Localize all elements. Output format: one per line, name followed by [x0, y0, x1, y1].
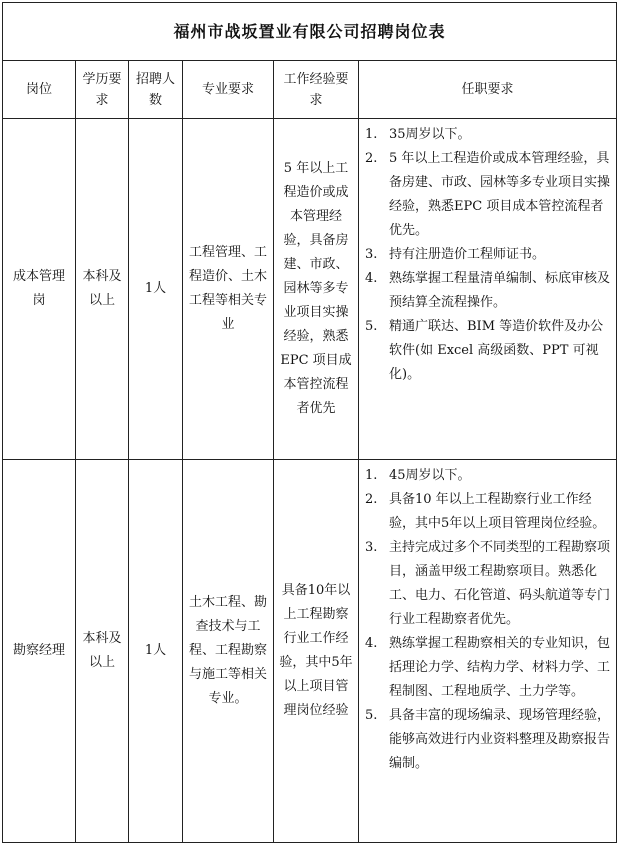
requirement-text: 35周岁以下。	[389, 127, 471, 142]
requirement-item	[363, 632, 610, 704]
header-requirements: 任职要求	[359, 61, 617, 119]
requirement-text: 具备丰富的现场编录、现场管理经验，能够高效进行内业资料整理及勘察报告编制。	[389, 708, 611, 771]
row-headcount: 1人	[129, 119, 183, 460]
header-major: 专业要求	[183, 61, 274, 119]
requirement-item	[363, 488, 610, 536]
requirement-number: 2.	[365, 151, 378, 166]
header-experience: 工作经验要求	[274, 61, 359, 119]
header-education: 学历要求	[76, 61, 129, 119]
requirement-item	[363, 147, 610, 243]
table-row	[3, 460, 617, 843]
header-position: 岗位	[3, 61, 76, 119]
requirement-number: 5.	[365, 319, 378, 334]
table-row	[3, 119, 617, 460]
requirement-number: 5.	[365, 708, 378, 723]
requirement-text: 熟练掌握工程勘察相关的专业知识，包括理论力学、结构力学、材料力学、工程制图、工程地质学、土力学等。	[389, 636, 611, 699]
row-position: 成本管理岗	[3, 119, 76, 460]
requirement-text: 精通广联达、BIM 等造价软件及办公软件(如 Excel 高级函数、PPT 可视化)。	[389, 319, 604, 382]
requirement-number: 3.	[365, 247, 378, 262]
row-headcount: 1人	[129, 460, 183, 843]
requirement-text: 具备10 年以上工程勘察行业工作经验，其中5年以上项目管理岗位经验。	[389, 492, 606, 531]
row-position: 勘察经理	[3, 460, 76, 843]
table-title: 福州市战坂置业有限公司招聘岗位表	[3, 3, 617, 61]
requirement-item	[363, 536, 610, 632]
requirement-number: 1.	[365, 127, 378, 142]
row-requirements	[359, 119, 617, 460]
requirement-item	[363, 464, 610, 488]
requirement-text: 持有注册造价工程师证书。	[389, 247, 546, 262]
row-experience: 5 年以上工程造价或成本管理经验，具备房建、市政、园林等多专业项目实操经验，熟悉EPC 项目成本管控流程者优先	[274, 119, 359, 460]
row-major: 工程管理、工程造价、土木工程等相关专业	[183, 119, 274, 460]
requirement-text: 45周岁以下。	[389, 468, 471, 483]
row-education: 本科及以上	[76, 460, 129, 843]
header-headcount: 招聘人数	[129, 61, 183, 119]
requirement-text: 5 年以上工程造价或成本管理经验，具备房建、市政、园林等多专业项目实操经验，熟悉EPC 项目成本管控流程者优先。	[389, 151, 611, 238]
requirement-number: 1.	[365, 468, 378, 483]
requirement-text: 主持完成过多个不同类型的工程勘察项目，涵盖甲级工程勘察项目。熟悉化工、电力、石化管道、码头航道等专门行业工程勘察者优先。	[389, 540, 611, 627]
requirement-item	[363, 704, 610, 776]
requirement-number: 3.	[365, 540, 378, 555]
requirement-item	[363, 243, 610, 267]
requirements-list	[363, 123, 610, 387]
requirement-number: 4.	[365, 271, 378, 286]
requirements-list	[363, 464, 610, 776]
requirement-item	[363, 315, 610, 387]
requirement-text: 熟练掌握工程量清单编制、标底审核及预结算全流程操作。	[389, 271, 611, 310]
row-experience: 具备10年以上工程勘察行业工作经验，其中5年以上项目管理岗位经验	[274, 460, 359, 843]
recruitment-table	[2, 2, 617, 843]
row-major: 土木工程、勘查技术与工程、工程勘察与施工等相关专业。	[183, 460, 274, 843]
header-row	[3, 61, 617, 119]
requirement-item	[363, 267, 610, 315]
requirement-number: 2.	[365, 492, 378, 507]
row-education: 本科及以上	[76, 119, 129, 460]
requirement-number: 4.	[365, 636, 378, 651]
requirement-item	[363, 123, 610, 147]
row-requirements	[359, 460, 617, 843]
